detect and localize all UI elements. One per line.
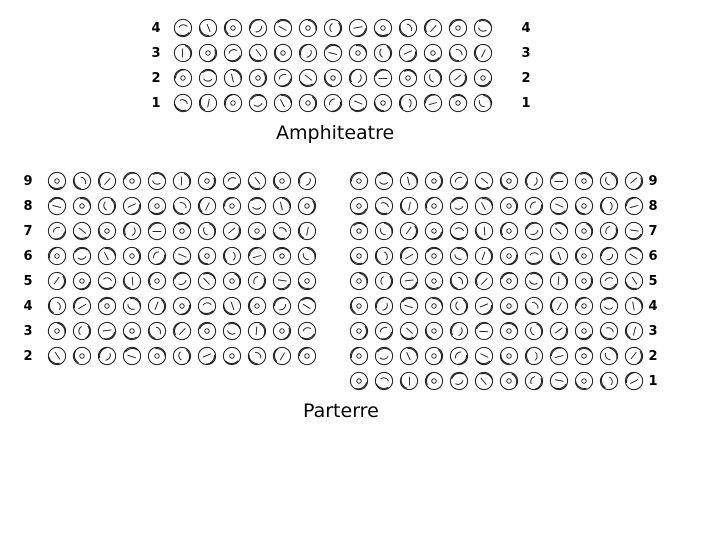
seat[interactable] [397,92,419,114]
seat[interactable] [121,270,143,292]
seat[interactable] [171,220,193,242]
seat[interactable] [196,295,218,317]
seat[interactable] [197,42,219,64]
seat[interactable] [221,270,243,292]
seat[interactable] [448,295,470,317]
seat[interactable] [297,17,319,39]
seat[interactable] [246,345,268,367]
seat[interactable] [498,320,520,342]
seat[interactable] [196,245,218,267]
seat[interactable] [548,270,570,292]
seat[interactable] [196,345,218,367]
seat[interactable] [121,320,143,342]
seat[interactable] [598,345,620,367]
row-label: 7 [648,224,658,239]
seat[interactable] [121,245,143,267]
row-label: 2 [521,71,531,86]
row-label: 4 [151,21,161,36]
seat[interactable] [121,170,143,192]
seat[interactable] [623,345,645,367]
seat[interactable] [322,17,344,39]
seat[interactable] [548,370,570,392]
seat[interactable] [146,320,168,342]
seat[interactable] [222,67,244,89]
seat[interactable] [46,320,68,342]
seat[interactable] [473,370,495,392]
seat[interactable] [548,245,570,267]
seat[interactable] [146,195,168,217]
seat[interactable] [498,245,520,267]
seat[interactable] [246,220,268,242]
seat[interactable] [247,92,269,114]
seat[interactable] [372,17,394,39]
row-label: 2 [151,71,161,86]
seat[interactable] [46,270,68,292]
seat[interactable] [523,295,545,317]
seat[interactable] [498,170,520,192]
seat[interactable] [46,245,68,267]
seat[interactable] [172,92,194,114]
seat[interactable] [348,370,370,392]
seat[interactable] [473,345,495,367]
seat[interactable] [296,295,318,317]
seat[interactable] [423,320,445,342]
seat[interactable] [573,345,595,367]
row-label: 3 [151,46,161,61]
seat[interactable] [573,370,595,392]
seat[interactable] [598,245,620,267]
seat[interactable] [398,220,420,242]
seat[interactable] [221,245,243,267]
seat[interactable] [172,67,194,89]
seat[interactable] [373,295,395,317]
seat[interactable] [271,170,293,192]
seat[interactable] [171,195,193,217]
seat[interactable] [348,245,370,267]
seat[interactable] [398,320,420,342]
seat[interactable] [96,245,118,267]
seat[interactable] [146,345,168,367]
seat[interactable] [523,245,545,267]
seat[interactable] [271,320,293,342]
seat[interactable] [96,320,118,342]
seat[interactable] [71,245,93,267]
seat[interactable] [473,295,495,317]
seat[interactable] [422,42,444,64]
seat[interactable] [196,195,218,217]
seat[interactable] [498,345,520,367]
seat[interactable] [573,170,595,192]
seat[interactable] [473,320,495,342]
seat[interactable] [623,370,645,392]
seat[interactable] [348,220,370,242]
seat[interactable] [348,270,370,292]
seat[interactable] [247,17,269,39]
seat[interactable] [271,245,293,267]
seat[interactable] [222,92,244,114]
seat[interactable] [573,270,595,292]
seat[interactable] [373,320,395,342]
seat[interactable] [348,320,370,342]
seat[interactable] [221,345,243,367]
seat[interactable] [146,295,168,317]
seat[interactable] [347,67,369,89]
seat[interactable] [146,170,168,192]
seat[interactable] [372,92,394,114]
seat[interactable] [523,170,545,192]
seat[interactable] [296,345,318,367]
seat[interactable] [197,17,219,39]
seat[interactable] [121,195,143,217]
row-label: 1 [151,96,161,111]
seat[interactable] [423,345,445,367]
seat[interactable] [246,270,268,292]
seat[interactable] [296,270,318,292]
seat[interactable] [447,67,469,89]
seat[interactable] [297,92,319,114]
row-label: 6 [648,249,658,264]
seat[interactable] [196,320,218,342]
row-label: 2 [648,349,658,364]
seat[interactable] [598,270,620,292]
seat[interactable] [348,170,370,192]
seat[interactable] [96,295,118,317]
seat[interactable] [197,92,219,114]
seat[interactable] [623,195,645,217]
seat[interactable] [373,345,395,367]
seat[interactable] [171,295,193,317]
row-label: 9 [23,174,33,189]
row-label: 3 [648,324,658,339]
seat[interactable] [96,270,118,292]
seat[interactable] [398,170,420,192]
seat[interactable] [498,195,520,217]
seat[interactable] [598,370,620,392]
seat[interactable] [523,320,545,342]
seat[interactable] [423,170,445,192]
seat[interactable] [373,170,395,192]
seat[interactable] [347,92,369,114]
seat[interactable] [573,195,595,217]
seat[interactable] [296,245,318,267]
row-label: 8 [23,199,33,214]
seat[interactable] [221,195,243,217]
seat[interactable] [246,245,268,267]
seat[interactable] [373,370,395,392]
seat[interactable] [96,345,118,367]
seat[interactable] [573,220,595,242]
seat[interactable] [221,220,243,242]
seat[interactable] [146,245,168,267]
row-label: 1 [521,96,531,111]
seat[interactable] [448,345,470,367]
seat[interactable] [598,170,620,192]
seat[interactable] [96,195,118,217]
seat[interactable] [297,67,319,89]
seat[interactable] [448,270,470,292]
seat[interactable] [272,67,294,89]
seat[interactable] [372,67,394,89]
seat[interactable] [71,270,93,292]
seat[interactable] [398,195,420,217]
seat[interactable] [598,320,620,342]
seat[interactable] [473,170,495,192]
seat[interactable] [398,270,420,292]
row-label: 4 [23,299,33,314]
seat[interactable] [398,295,420,317]
seat[interactable] [296,320,318,342]
seat[interactable] [247,67,269,89]
seat[interactable] [71,295,93,317]
seat[interactable] [272,92,294,114]
seat[interactable] [398,245,420,267]
seat[interactable] [423,245,445,267]
seat[interactable] [623,220,645,242]
seat[interactable] [398,345,420,367]
seat[interactable] [322,92,344,114]
seat[interactable] [548,195,570,217]
seat[interactable] [498,295,520,317]
seat[interactable] [296,220,318,242]
seat[interactable] [598,295,620,317]
seat[interactable] [473,195,495,217]
row-label: 4 [521,21,531,36]
seat[interactable] [548,295,570,317]
seat[interactable] [523,220,545,242]
seat[interactable] [373,195,395,217]
seat[interactable] [121,295,143,317]
seat[interactable] [171,345,193,367]
seat[interactable] [447,92,469,114]
seat[interactable] [171,320,193,342]
seat[interactable] [221,320,243,342]
row-label: 5 [648,274,658,289]
seat[interactable] [222,17,244,39]
seat[interactable] [472,92,494,114]
seat[interactable] [171,245,193,267]
seat[interactable] [372,42,394,64]
row-label: 9 [648,174,658,189]
seat[interactable] [46,345,68,367]
seat[interactable] [246,320,268,342]
seat[interactable] [348,345,370,367]
seat[interactable] [246,295,268,317]
seat[interactable] [523,370,545,392]
seat[interactable] [472,67,494,89]
seat[interactable] [448,320,470,342]
seat[interactable] [373,245,395,267]
seat[interactable] [71,320,93,342]
seat[interactable] [296,170,318,192]
seat[interactable] [447,17,469,39]
seat[interactable] [347,17,369,39]
seat[interactable] [121,345,143,367]
seat[interactable] [247,42,269,64]
seat[interactable] [171,170,193,192]
seat[interactable] [548,170,570,192]
seat[interactable] [498,270,520,292]
seat[interactable] [422,67,444,89]
seat[interactable] [271,195,293,217]
row-label: 3 [23,324,33,339]
seat[interactable] [423,295,445,317]
seat[interactable] [221,295,243,317]
row-label: 4 [648,299,658,314]
seat[interactable] [472,42,494,64]
seat[interactable] [271,270,293,292]
seat[interactable] [197,67,219,89]
seat[interactable] [548,220,570,242]
seat[interactable] [271,295,293,317]
seat[interactable] [473,245,495,267]
seat[interactable] [46,195,68,217]
seat[interactable] [523,195,545,217]
seat[interactable] [623,270,645,292]
seat[interactable] [246,170,268,192]
row-label: 6 [23,249,33,264]
seat[interactable] [71,345,93,367]
parterre-caption: Parterre [303,400,379,422]
seat[interactable] [71,170,93,192]
seat[interactable] [422,17,444,39]
seat[interactable] [448,245,470,267]
seat[interactable] [46,295,68,317]
seat[interactable] [523,345,545,367]
seat[interactable] [422,92,444,114]
seat[interactable] [271,345,293,367]
seat[interactable] [573,320,595,342]
seat[interactable] [297,42,319,64]
seat[interactable] [347,42,369,64]
seat[interactable] [423,220,445,242]
row-label: 3 [521,46,531,61]
seat[interactable] [246,195,268,217]
seat[interactable] [71,220,93,242]
seat[interactable] [423,270,445,292]
seat[interactable] [172,42,194,64]
seat[interactable] [272,42,294,64]
seat[interactable] [548,320,570,342]
seat[interactable] [398,370,420,392]
seat[interactable] [272,17,294,39]
seat[interactable] [146,220,168,242]
row-label: 5 [23,274,33,289]
seat[interactable] [196,220,218,242]
seat[interactable] [448,195,470,217]
row-label: 1 [648,374,658,389]
amphiteatre-caption: Amphiteatre [276,122,395,144]
seat[interactable] [397,67,419,89]
seat[interactable] [348,295,370,317]
seat[interactable] [447,42,469,64]
seat[interactable] [348,195,370,217]
seat[interactable] [423,370,445,392]
seat[interactable] [373,270,395,292]
seat[interactable] [322,67,344,89]
seat[interactable] [397,17,419,39]
seat[interactable] [623,320,645,342]
seat[interactable] [598,220,620,242]
row-label: 2 [23,349,33,364]
seat[interactable] [448,370,470,392]
seat[interactable] [498,220,520,242]
seat[interactable] [71,195,93,217]
seat[interactable] [196,270,218,292]
seat[interactable] [171,270,193,292]
seat[interactable] [271,220,293,242]
seat[interactable] [46,170,68,192]
seat[interactable] [473,270,495,292]
seat[interactable] [222,42,244,64]
seat[interactable] [573,295,595,317]
row-label: 7 [23,224,33,239]
seat[interactable] [473,220,495,242]
row-label: 8 [648,199,658,214]
seat[interactable] [172,17,194,39]
seat[interactable] [623,245,645,267]
seat[interactable] [448,220,470,242]
seat[interactable] [397,42,419,64]
seat[interactable] [423,195,445,217]
seat[interactable] [472,17,494,39]
seat[interactable] [623,170,645,192]
seat[interactable] [196,170,218,192]
seat[interactable] [296,195,318,217]
seat[interactable] [523,270,545,292]
seat[interactable] [573,245,595,267]
seat[interactable] [598,195,620,217]
seat[interactable] [623,295,645,317]
seat[interactable] [322,42,344,64]
seat[interactable] [46,220,68,242]
seat[interactable] [96,170,118,192]
seat[interactable] [373,220,395,242]
seat[interactable] [548,345,570,367]
seat[interactable] [96,220,118,242]
seat[interactable] [121,220,143,242]
seat[interactable] [498,370,520,392]
seat[interactable] [221,170,243,192]
seat[interactable] [146,270,168,292]
seat[interactable] [448,170,470,192]
